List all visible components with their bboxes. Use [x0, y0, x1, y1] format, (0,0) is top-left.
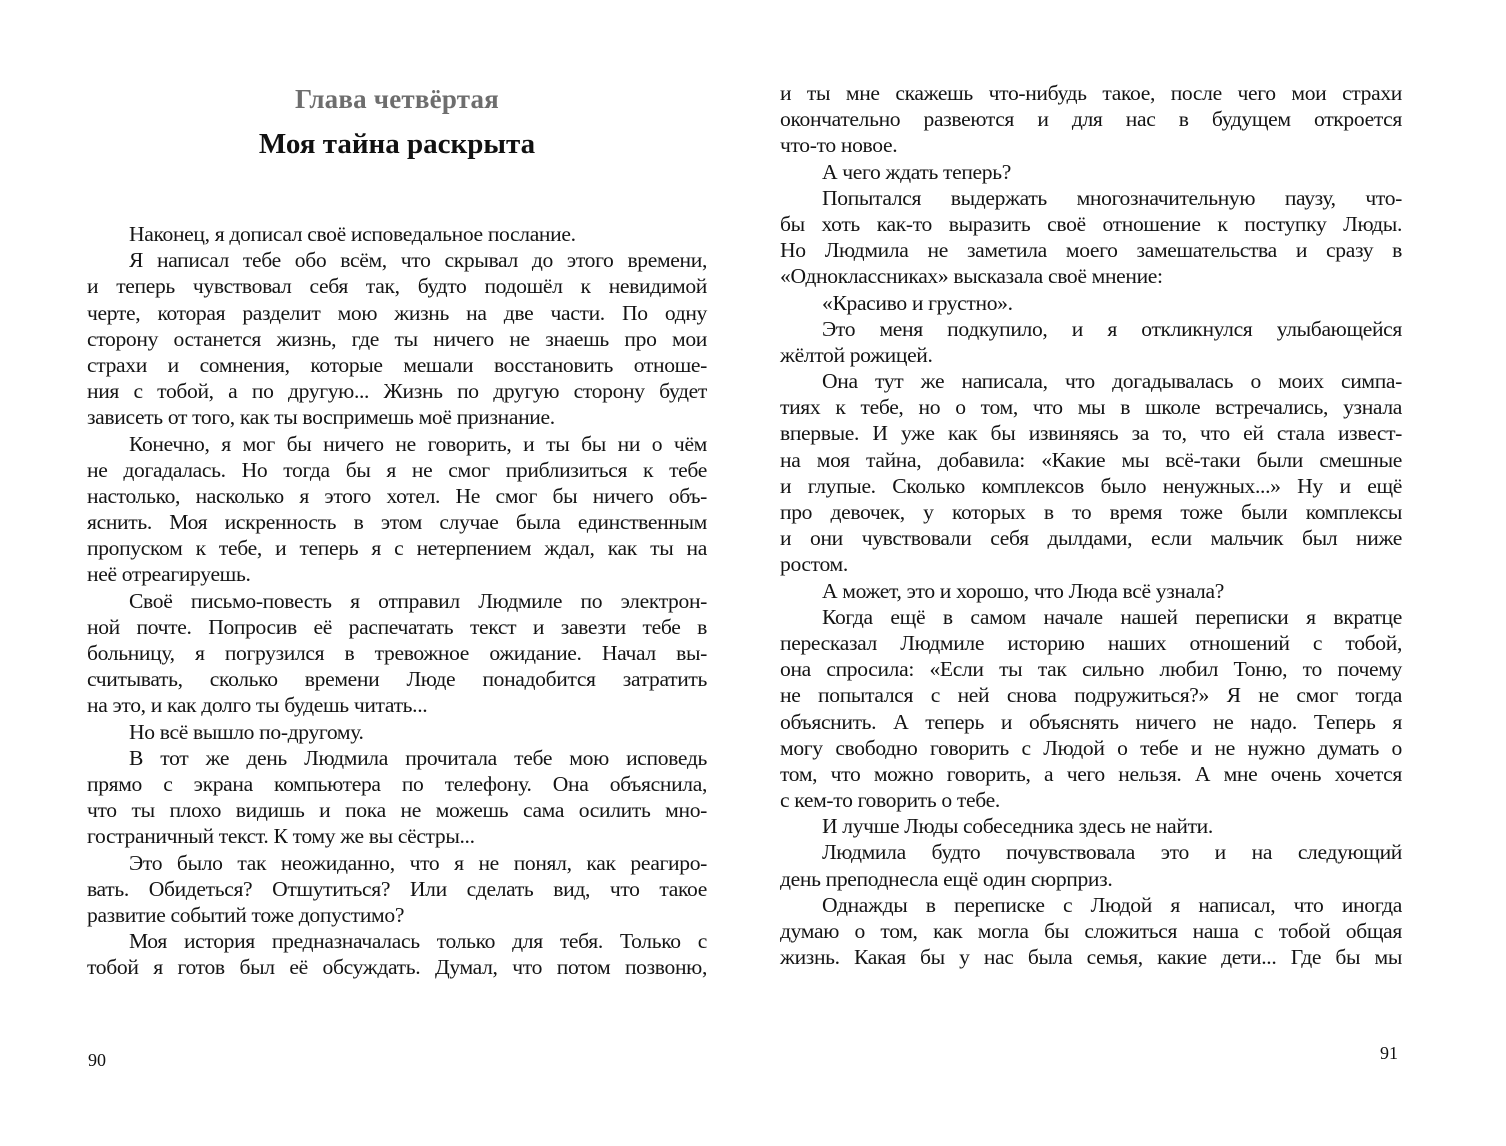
text-line: Но Людмила не заметила моего замешательства и сразу в — [780, 238, 1402, 263]
text-line: больницу, я погрузился в тревожное ожидание. Начал вы- — [87, 641, 707, 665]
text-line: Однажды в переписке с Людой я написал, что иногда — [822, 892, 1402, 917]
text-line: том, что можно говорить, а чего нельзя. А мне очень хочется — [780, 761, 1402, 786]
text-line: и они чувствовали себя дылдами, если мальчик был ниже — [780, 526, 1402, 551]
text-line: ростом. — [780, 552, 848, 577]
text-line: жизнь. Какая бы у нас была семья, какие дети... Где бы мы — [780, 945, 1402, 970]
text-line: прямо с экрана компьютера по телефону. Она объяснила, — [87, 771, 707, 796]
text-line: зависеть от того, как ты воспримешь моё признание. — [87, 405, 555, 430]
right-page — [753, 0, 1506, 1146]
text-line: Я написал тебе обо всём, что скрывал до этого времени, — [129, 248, 707, 273]
text-line: Это меня подкупило, и я откликнулся улыбающейся — [822, 316, 1402, 341]
text-line: не догадалась. Но тогда бы я не смог приблизиться к тебе — [87, 457, 707, 482]
text-line: что ты плохо видишь и пока не можешь сама осилить мно- — [87, 798, 707, 823]
text-line: яснить. Моя искренность в этом случае была единственным — [87, 510, 707, 535]
text-line: Она тут же написала, что догадывалась о моих симпа- — [822, 369, 1402, 394]
text-line: впервые. И уже как бы извиняясь за то, что ей стала извест- — [780, 421, 1402, 446]
text-line: ния с тобой, а по другую... Жизнь по другую сторону будет — [87, 379, 707, 404]
text-line: черте, которая разделит мою жизнь на две части. По одну — [87, 300, 707, 325]
text-line: пропуском к тебе, и теперь я с нетерпением ждал, как ты на — [87, 536, 707, 561]
text-line: ной почте. Попросив её распечатать текст и завезти тебе в — [87, 614, 707, 639]
text-line: про девочек, у которых в то время тоже были комплексы — [780, 500, 1402, 524]
text-line: Это было так неожиданно, что я не понял, как реагиро- — [129, 850, 707, 875]
text-line: неё отреагируешь. — [87, 562, 251, 587]
right-page-body — [780, 80, 1402, 970]
text-line: день преподнесла ещё один сюрприз. — [780, 866, 1113, 891]
text-line: бы хоть как-то выразить своё отношение к поступку Люды. — [780, 211, 1402, 236]
text-line: «Красиво и грустно». — [822, 290, 1013, 315]
text-line: что-то новое. — [780, 133, 898, 158]
text-line: с кем-то говорить о тебе. — [780, 788, 1000, 813]
text-line: И лучше Люды собеседника здесь не найти. — [822, 814, 1213, 839]
text-line: и теперь чувствовал себя так, будто подошёл к невидимой — [87, 274, 707, 299]
text-line: на это, и как долго ты будешь читать... — [87, 693, 428, 718]
page-number-right: 91 — [1380, 1043, 1398, 1063]
text-line: вать. Обидеться? Отшутиться? Или сделать вид, что такое — [87, 876, 707, 901]
text-line: Моя история предназначалась только для тебя. Только с — [129, 929, 707, 954]
text-line: Людмила будто почувствовала это и на следующий — [822, 840, 1402, 865]
text-line: объяснить. А теперь и объяснять ничего не надо. Теперь я — [780, 709, 1402, 734]
text-line: гостраничный текст. К тому же вы сёстры... — [87, 824, 475, 849]
text-line: Попытался выдержать многозначительную паузу, что- — [822, 185, 1402, 210]
text-line: Конечно, я мог бы ничего не говорить, и ты бы ни о чём — [129, 431, 707, 456]
text-line: и ты мне скажешь что-нибудь такое, после чего мои страхи — [780, 81, 1402, 105]
text-line: А чего ждать теперь? — [822, 159, 1011, 184]
text-line: «Одноклассниках» высказала своё мнение: — [780, 264, 1163, 289]
page-number-left: 90 — [88, 1050, 106, 1070]
text-line: настолько, насколько я этого хотел. Не смог бы ничего объ- — [87, 483, 707, 508]
text-line: В тот же день Людмила прочитала тебе мою исповедь — [129, 745, 707, 770]
text-line: тобой я готов был её обсуждать. Думал, что потом позвоню, — [87, 955, 707, 980]
chapter-title: Моя тайна раскрыта — [258, 128, 536, 160]
text-line: и глупые. Сколько комплексов было ненужных...» Ну и ещё — [780, 473, 1402, 498]
text-line: жёлтой рожицей. — [780, 342, 933, 367]
text-line: развитие событий тоже допустимо? — [87, 902, 405, 927]
text-line: пересказал Людмиле историю наших отношений с тобой, — [780, 630, 1402, 655]
chapter-label: Глава четвёртая — [294, 84, 499, 114]
text-line: могу свободно говорить с Людой о тебе и не нужно думать о — [780, 735, 1402, 760]
text-line: она спросила: «Если ты так сильно любил Тоню, то почему — [780, 657, 1402, 682]
text-line: тиях к тебе, но о том, что мы в школе встречались, узнала — [780, 395, 1402, 420]
text-line: А может, это и хорошо, что Люда всё узнала? — [822, 578, 1224, 603]
text-line: не попытался с ней снова подружиться?» Я не смог тогда — [780, 683, 1402, 708]
text-line: на моя тайна, добавила: «Какие мы всё-таки были смешные — [780, 447, 1402, 472]
text-line: думаю о том, как могла бы сложиться наша с тобой общая — [780, 919, 1402, 943]
text-line: Своё письмо-повесть я отправил Людмиле по электрон- — [129, 588, 707, 613]
text-line: Но всё вышло по-другому. — [129, 719, 364, 744]
text-line: окончательно развеются и для нас в будущем откроется — [780, 107, 1402, 132]
left-page-body — [87, 221, 707, 980]
text-line: считывать, сколько времени Люде понадобится затратить — [87, 667, 707, 692]
text-line: сторону останется жизнь, где ты ничего не знаешь про мои — [87, 326, 707, 351]
text-line: Наконец, я дописал своё исповедальное послание. — [129, 222, 576, 246]
text-line: Когда ещё в самом начале нашей переписки я вкратце — [822, 604, 1402, 629]
text-line: страхи и сомнения, которые мешали восстановить отноше- — [87, 352, 707, 377]
